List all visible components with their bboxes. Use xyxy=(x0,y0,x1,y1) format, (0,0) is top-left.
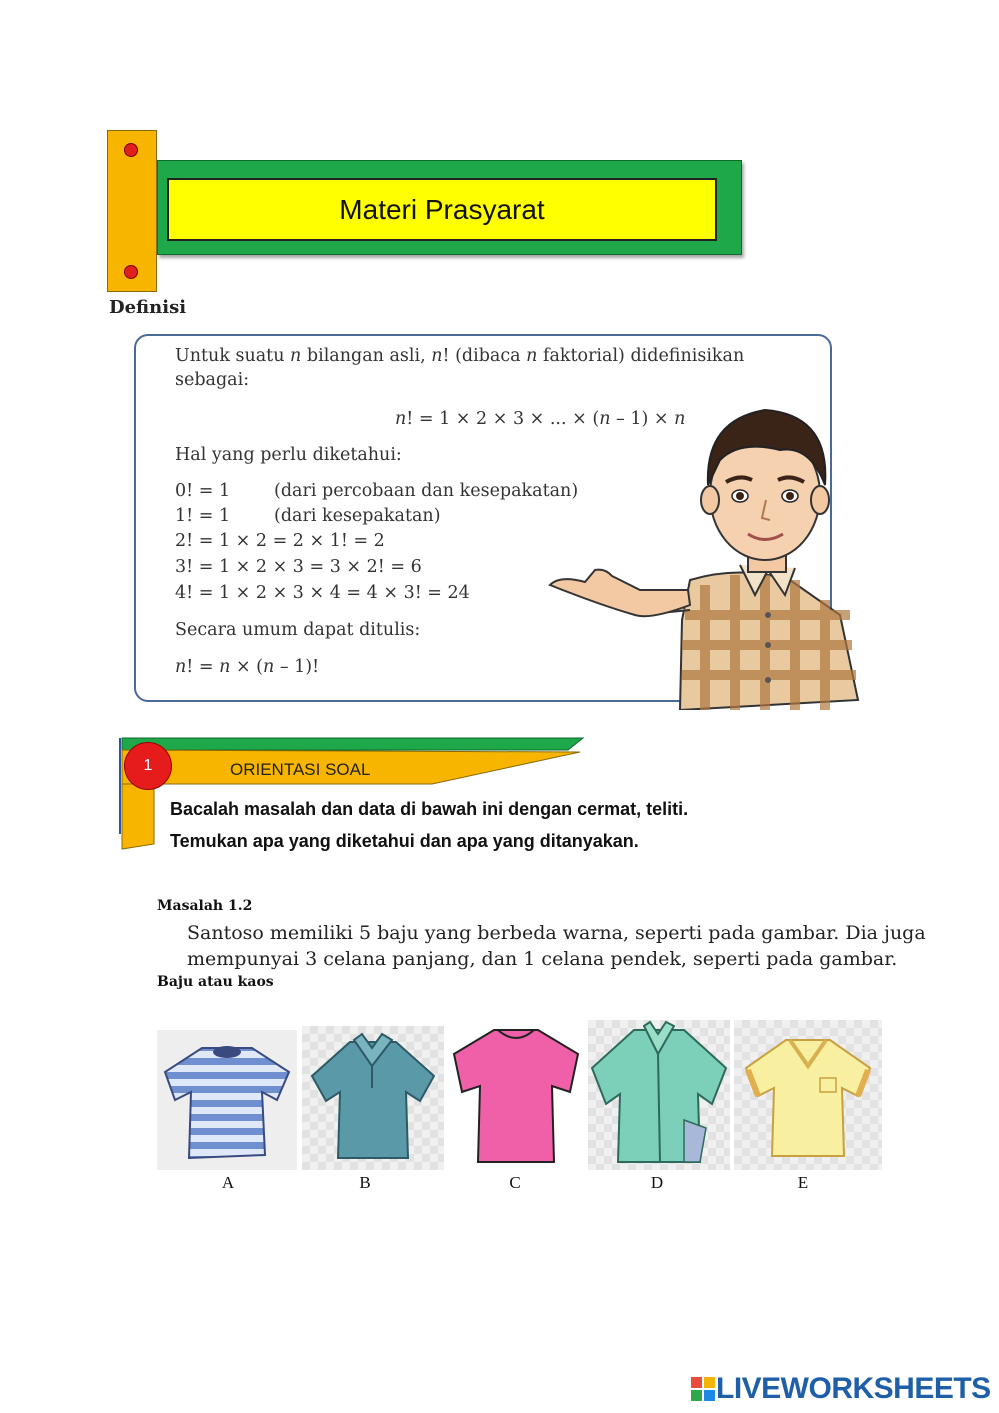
fact-row: 1! = 1 xyxy=(175,506,231,526)
banner-pin-bottom xyxy=(124,265,138,279)
shirt-label: C xyxy=(509,1173,521,1192)
teacher-illustration xyxy=(540,400,870,710)
shirt-b-image xyxy=(302,1026,444,1170)
instruction-line-2: Temukan apa yang diketahui dan apa yang ditanyakan. xyxy=(170,831,639,851)
problem-label: Masalah 1.2 xyxy=(157,898,253,914)
problem-text: Santoso memiliki 5 baju yang berbeda warna, seperti pada gambar. Dia juga mempunyai 3 celana panjang, dan 1 celana pendek, seperti pada gambar. xyxy=(187,922,926,970)
shirt-a-image xyxy=(157,1030,297,1170)
shirt-c-image xyxy=(448,1022,584,1170)
notes-heading: Hal yang perlu diketahui: xyxy=(175,445,402,465)
page-title: Materi Prasyarat xyxy=(167,178,717,241)
shirt-icon xyxy=(588,1020,730,1170)
shirt-label: B xyxy=(359,1173,371,1192)
shirt-e-image xyxy=(734,1020,882,1170)
banner-pin-top xyxy=(124,143,138,157)
shirt-icon xyxy=(302,1026,444,1170)
fact-row: 0! = 1 xyxy=(175,481,231,501)
definition-intro: Untuk suatu n bilangan asli, n! (dibaca n faktorial) didefinisikan xyxy=(175,346,745,366)
fact-row: 2! = 1 × 2 = 2 × 1! = 2 xyxy=(175,531,385,551)
fact-row: 4! = 1 × 2 × 3 × 4 = 4 × 3! = 24 xyxy=(175,583,470,603)
shirt-label: A xyxy=(221,1173,235,1192)
general-heading: Secara umum dapat ditulis: xyxy=(175,620,421,640)
general-formula: n! = n × (n – 1)! xyxy=(175,657,320,677)
fact-row: 3! = 1 × 2 × 3 = 3 × 2! = 6 xyxy=(175,557,422,577)
definition-heading: Definisi xyxy=(109,297,187,318)
orientation-number-badge: 1 xyxy=(124,742,172,790)
fact-note: (dari kesepakatan) xyxy=(274,506,441,526)
shirt-icon xyxy=(448,1022,584,1170)
instruction-line-1: Bacalah masalah dan data di bawah ini dengan cermat, teliti. xyxy=(170,799,689,819)
fact-note: (dari percobaan dan kesepakatan) xyxy=(274,481,579,501)
shirt-label: D xyxy=(650,1173,664,1192)
definition-intro-line2: sebagai: xyxy=(175,370,250,390)
shirt-icon xyxy=(734,1020,882,1170)
shirt-icon xyxy=(157,1030,297,1170)
orientation-title: ORIENTASI SOAL xyxy=(230,760,371,779)
factorial-formula: n! = 1 × 2 × 3 × ... × (n – 1) × n xyxy=(395,409,686,429)
logo-icon xyxy=(690,1376,716,1402)
shirt-label: E xyxy=(797,1173,809,1192)
logo-text: LIVEWORKSHEETS xyxy=(716,1372,991,1405)
shirt-d-image xyxy=(588,1020,730,1170)
liveworksheets-logo xyxy=(690,1372,991,1406)
shirts-subheading: Baju atau kaos xyxy=(157,974,274,990)
